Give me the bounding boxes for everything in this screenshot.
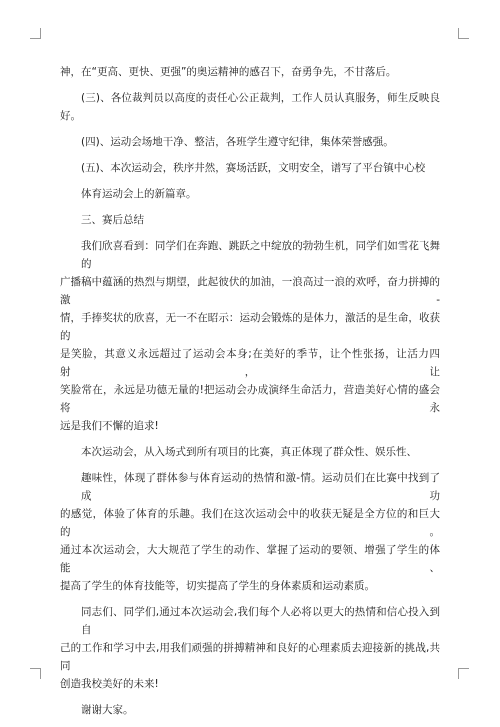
crop-mark-bottom-left [30, 668, 41, 679]
paragraph-new-chapter: 体育运动会上的新篇章。 [81, 188, 197, 200]
text-line: 广播稿中蕴涵的热烈与期望，此起彼伏的加油，一浪高过一浪的欢呼，奋力拼搏的激- [60, 276, 440, 306]
text-line: 是笑脸，其意义永远超过了运动会本身;在美好的季节，让个性张扬，让活力四射，让 [60, 348, 440, 378]
text-line: 趣味性，体现了群体参与体育运动的热情和激-情。运动员们在比赛中找到了成功 [81, 472, 440, 502]
paragraph-olympic-spirit: 神，在“更高、更快、更强”的奥运精神的感召下，奋勇争先，不甘落后。 [60, 66, 397, 78]
paragraph-summary [60, 237, 440, 435]
paragraph-games-overview: 本次运动会，从入场式到所有项目的比赛，真正体现了群众性、娱乐性、 [81, 446, 417, 458]
paragraph-closing-call [60, 603, 440, 693]
crop-mark-top-right [458, 28, 469, 39]
document-body [60, 63, 440, 727]
text-line: 情，手捧奖状的欣喜，无一不在昭示：运动会锻炼的是体力，激活的是生命，收获的 [60, 312, 440, 342]
paragraph-item-3: (三)、各位裁判员以高度的责任心公正裁判，工作人员认真服务，师生反映良好。 [60, 92, 440, 122]
text-line: 己的工作和学习中去,用我们顽强的拼搏精神和良好的心理素质去迎接新的挑战,共同 [60, 642, 440, 672]
text-line: 提高了学生的体育技能等，切实提高了学生的身体素质和运动素质。 [60, 580, 375, 592]
text-line: 的感觉，体验了体育的乐趣。我们在这次运动会中的收获无疑是全方位的和巨大的。 [60, 508, 440, 538]
paragraph-thanks: 谢谢大家。 [81, 704, 134, 716]
paragraph-item-4: (四)、运动会场地干净、整洁，各班学生遵守纪律，集体荣誉感强。 [81, 136, 394, 148]
crop-mark-bottom-right [458, 668, 469, 679]
section-heading-summary: 三、赛后总结 [81, 214, 144, 226]
crop-mark-top-left [30, 28, 41, 39]
paragraph-item-5: (五)、本次运动会，秩序井然，赛场活跃，文明安全，谱写了平台镇中心校 [81, 162, 426, 174]
text-line: 我们欣喜看到：同学们在奔跑、跳跃之中绽放的勃勃生机，同学们如雪花飞舞的 [81, 240, 440, 270]
text-line: 笑脸常在，永远是功德无量的!把运动会办成演绎生命活力，营造美好心情的盛会将永 [60, 384, 440, 414]
text-line: 同志们、同学们,通过本次运动会,我们每个人必将以更大的热情和信心投入到自 [81, 606, 440, 636]
paragraph-games-benefits [60, 469, 440, 595]
text-line: 通过本次运动会，大大规范了学生的动作、掌握了运动的要领、增强了学生的体能、 [60, 544, 440, 574]
text-line: 远是我们不懈的追求! [60, 420, 159, 432]
text-line: 创造我校美好的未来! [60, 678, 159, 690]
